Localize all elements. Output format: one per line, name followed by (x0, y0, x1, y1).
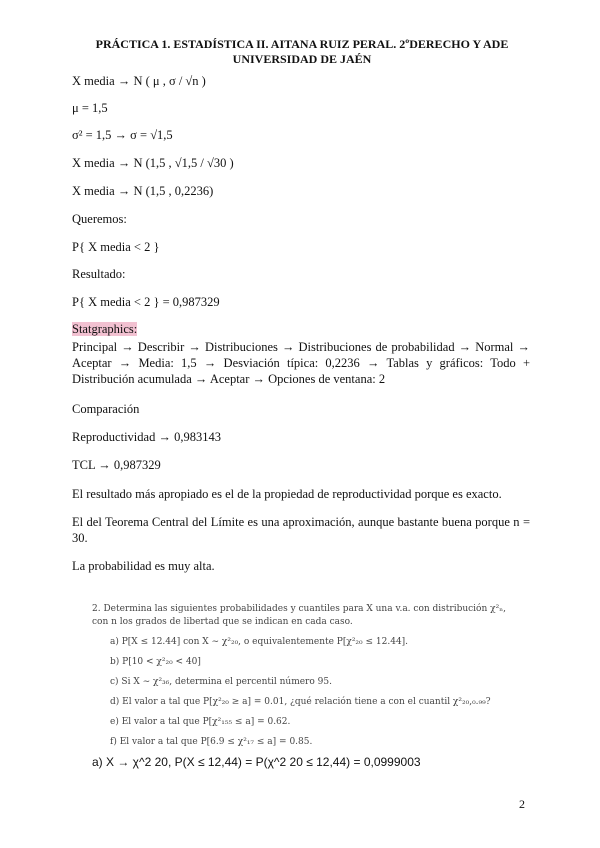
statgraphics-heading (72, 322, 137, 337)
tcl-paragraph: El del Teorema Central del Límite es una aproximación, aunque bastante buena porque n = 30. (72, 515, 530, 545)
queremos-label: Queremos: (72, 212, 127, 226)
exercise-item-d: d) El valor a tal que P[χ²₂₀ ≥ a] = 0.01, ¿qué relación tiene a con el cuantil χ²₂₀,₀.₉₉? (110, 697, 491, 707)
distribution-numeric-line: X media → N (1,5 , 0,2236) (72, 184, 214, 198)
statgraphics-steps: Principal → Describir → Distribuciones → Distribuciones de probabilidad → Normal → Aceptar → Media: 1,5 → Desviación típica: 0,2236 → Tablas y gráficos: Todo + Distribución acumulada → Aceptar → Opciones de ventana: 2 (72, 340, 530, 386)
exercise-item-a: a) P[X ≤ 12.44] con X ∼ χ²₂₀, o equivalentemente P[χ²₂₀ ≤ 12.44]. (110, 637, 409, 647)
exercise-item-b: b) P[10 < χ²₂₀ < 40] (110, 657, 201, 667)
answer-a: a) X → χ^2 20, P(X ≤ 12,44) = P(χ^2 20 ≤ 12,44) = 0,0999003 (92, 755, 421, 769)
mean-line: μ = 1,5 (72, 101, 108, 115)
exercise-item-f: f) El valor a tal que P[6.9 ≤ χ²₁₇ ≤ a] = 0.85. (110, 737, 313, 747)
distribution-line: X media → N (1,5 , √1,5 / √30 ) (72, 156, 234, 170)
exercise-heading: 2. Determina las siguientes probabilidades y cuantiles para X una v.a. con distribución χ²ₙ, con n los grados de libertad que se indican en cada caso. (92, 604, 506, 627)
sampling-distribution-line: X media → N ( μ , σ / √n ) (72, 74, 206, 88)
resultado-label: Resultado: (72, 267, 126, 281)
exercise-statement (92, 603, 512, 749)
page-number: 2 (519, 797, 525, 811)
variance-line: σ² = 1,5 → σ = √1,5 (72, 128, 173, 142)
document-title: PRÁCTICA 1. ESTADÍSTICA II. AITANA RUIZ PERAL. 2ºDERECHO Y ADE UNIVERSIDAD DE JAÉN (95, 37, 509, 66)
probability-query: P{ X media < 2 } (72, 240, 160, 254)
probability-result: P{ X media < 2 } = 0,987329 (72, 295, 220, 309)
exercise-item-e: e) El valor a tal que P[χ²₁₅₅ ≤ a] = 0.62. (110, 717, 291, 727)
comparison-label: Comparación (72, 402, 140, 416)
reproductividad-line: Reproductividad → 0,983143 (72, 430, 221, 444)
statgraphics-label: Statgraphics: (72, 322, 138, 336)
conclusion-paragraph: El resultado más apropiado es el de la propiedad de reproductividad porque es exacto. (72, 487, 502, 501)
exercise-item-c: c) Si X ∼ χ²₃₆, determina el percentil número 95. (110, 677, 332, 687)
probability-paragraph: La probabilidad es muy alta. (72, 559, 215, 573)
tcl-line: TCL → 0,987329 (72, 458, 161, 472)
